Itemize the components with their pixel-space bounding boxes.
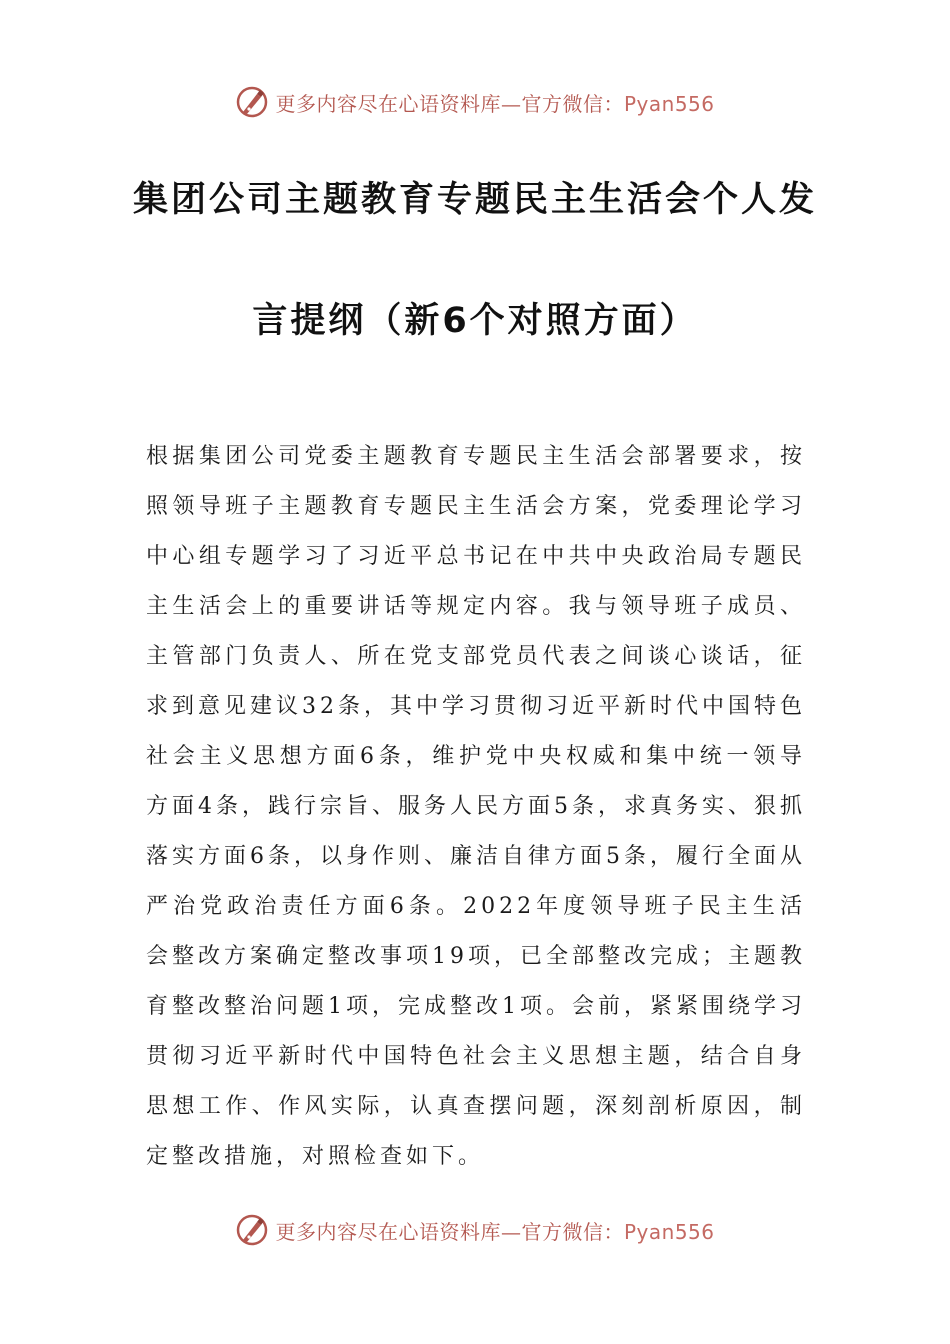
document-body-paragraph: 根据集团公司党委主题教育专题民主生活会部署要求，按照领导班子主题教育专题民主生活会方案，党委理论学习中心组专题学习了习近平总书记在中共中央政治局专题民主生活会上的重要讲话等规定内容。我与领导班子成员、主管部门负责人、所在党支部党员代表之间谈心谈话，征求到意见建议32条，其中学习贯彻习近平新时代中国特色社会主义思想方面6条，维护党中央权威和集中统一领导方面4条，践行宗旨、服务人民方面5条，求真务实、狠抓落实方面6条，以身作则、廉洁自律方面5条，履行全面从严治党政治责任方面6条。2022年度领导班子民主生活会整改方案确定整改事项19项，已全部整改完成；主题教育整改整治问题1项，完成整改1项。会前，紧紧围绕学习贯彻习近平新时代中国特色社会主义思想主题，结合自身思想工作、作风实际，认真查摆问题，深刻剖析原因，制定整改措施，对照检查如下。 [146,444,806,1169]
header-watermark-banner [0,82,950,122]
banner-text: 更多内容尽在心语资料库—官方微信：Pyan556 [275,1219,715,1244]
pen-nib-circle-icon [235,85,269,119]
banner-text: 更多内容尽在心语资料库—官方微信：Pyan556 [275,91,715,116]
document-title-line2: 言提纲（新6个对照方面） [252,301,698,341]
pen-nib-circle-icon [235,1213,269,1247]
document-title-line1: 集团公司主题教育专题民主生活会个人发 [132,180,817,220]
footer-watermark-banner [0,1210,950,1250]
